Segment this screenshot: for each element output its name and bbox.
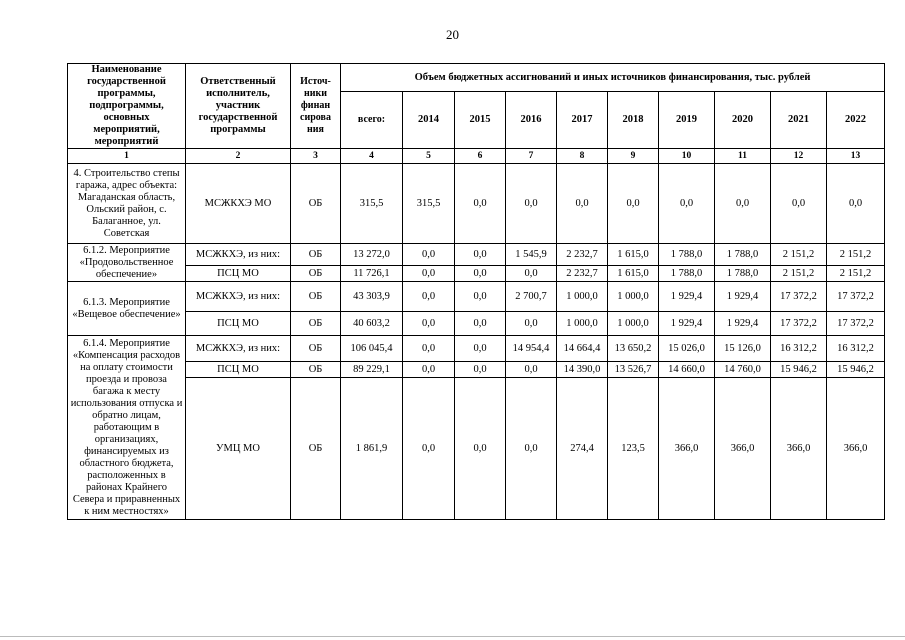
year-value-cell: 2 700,7 bbox=[506, 282, 557, 312]
year-value-cell: 0,0 bbox=[403, 282, 455, 312]
year-value-cell: 1 000,0 bbox=[557, 312, 608, 336]
measure-name: 6.1.3. Мероприятие «Вещевое обеспечение» bbox=[68, 282, 186, 336]
year-value-cell: 0,0 bbox=[455, 244, 506, 266]
header-year: 2014 bbox=[403, 92, 455, 149]
source-cell: ОБ bbox=[291, 362, 341, 378]
executor-cell: МСЖКХЭ, из них: bbox=[186, 336, 291, 362]
table-row bbox=[68, 282, 885, 312]
year-value-cell: 0,0 bbox=[455, 362, 506, 378]
year-value-cell: 1 000,0 bbox=[608, 312, 659, 336]
year-value-cell: 0,0 bbox=[455, 336, 506, 362]
column-number: 6 bbox=[455, 149, 506, 164]
year-value-cell: 14 954,4 bbox=[506, 336, 557, 362]
year-value-cell: 0,0 bbox=[659, 164, 715, 244]
header-year: 2022 bbox=[827, 92, 885, 149]
year-value-cell: 15 946,2 bbox=[771, 362, 827, 378]
table-row bbox=[68, 244, 885, 266]
column-number: 10 bbox=[659, 149, 715, 164]
year-value-cell: 274,4 bbox=[557, 378, 608, 520]
year-value-cell: 0,0 bbox=[557, 164, 608, 244]
year-value-cell: 0,0 bbox=[506, 362, 557, 378]
source-cell: ОБ bbox=[291, 266, 341, 282]
year-value-cell: 1 788,0 bbox=[715, 244, 771, 266]
total-value-cell: 43 303,9 bbox=[341, 282, 403, 312]
year-value-cell: 366,0 bbox=[659, 378, 715, 520]
year-value-cell: 0,0 bbox=[403, 336, 455, 362]
measure-name: 4. Строительство степы гаража, адрес объекта: Магаданская область, Ольский район, с. Балаганное, ул. Советская bbox=[68, 164, 186, 244]
total-value-cell: 11 726,1 bbox=[341, 266, 403, 282]
year-value-cell: 315,5 bbox=[403, 164, 455, 244]
column-number: 12 bbox=[771, 149, 827, 164]
source-cell: ОБ bbox=[291, 164, 341, 244]
year-value-cell: 1 788,0 bbox=[659, 266, 715, 282]
year-value-cell: 2 151,2 bbox=[771, 266, 827, 282]
year-value-cell: 1 929,4 bbox=[715, 282, 771, 312]
table-row bbox=[68, 378, 885, 520]
year-value-cell: 0,0 bbox=[403, 244, 455, 266]
executor-cell: УМЦ МО bbox=[186, 378, 291, 520]
executor-cell: ПСЦ МО bbox=[186, 312, 291, 336]
column-number: 4 bbox=[341, 149, 403, 164]
year-value-cell: 2 151,2 bbox=[827, 266, 885, 282]
year-value-cell: 1 788,0 bbox=[659, 244, 715, 266]
year-value-cell: 1 788,0 bbox=[715, 266, 771, 282]
year-value-cell: 13 650,2 bbox=[608, 336, 659, 362]
year-value-cell: 17 372,2 bbox=[771, 282, 827, 312]
year-value-cell: 0,0 bbox=[608, 164, 659, 244]
executor-cell: МСЖКХЭ, из них: bbox=[186, 244, 291, 266]
total-value-cell: 1 861,9 bbox=[341, 378, 403, 520]
year-value-cell: 1 545,9 bbox=[506, 244, 557, 266]
executor-cell: ПСЦ МО bbox=[186, 362, 291, 378]
header-volume: Объем бюджетных ассигнований и иных источников финансирования, тыс. рублей bbox=[341, 64, 885, 92]
column-number: 11 bbox=[715, 149, 771, 164]
year-value-cell: 2 232,7 bbox=[557, 244, 608, 266]
header-year: 2015 bbox=[455, 92, 506, 149]
column-number: 5 bbox=[403, 149, 455, 164]
column-number: 7 bbox=[506, 149, 557, 164]
header-name: Наименование государственной программы, подпрограммы, основных мероприятий, мероприятий bbox=[68, 64, 186, 149]
year-value-cell: 15 946,2 bbox=[827, 362, 885, 378]
year-value-cell: 1 000,0 bbox=[608, 282, 659, 312]
year-value-cell: 0,0 bbox=[403, 378, 455, 520]
year-value-cell: 0,0 bbox=[506, 164, 557, 244]
total-value-cell: 106 045,4 bbox=[341, 336, 403, 362]
table-row bbox=[68, 362, 885, 378]
year-value-cell: 17 372,2 bbox=[771, 312, 827, 336]
year-value-cell: 0,0 bbox=[506, 312, 557, 336]
year-value-cell: 15 026,0 bbox=[659, 336, 715, 362]
year-value-cell: 1 000,0 bbox=[557, 282, 608, 312]
total-value-cell: 40 603,2 bbox=[341, 312, 403, 336]
column-number: 9 bbox=[608, 149, 659, 164]
year-value-cell: 14 390,0 bbox=[557, 362, 608, 378]
table-row bbox=[68, 312, 885, 336]
executor-cell: МСЖКХЭ МО bbox=[186, 164, 291, 244]
year-value-cell: 16 312,2 bbox=[771, 336, 827, 362]
year-value-cell: 1 929,4 bbox=[659, 312, 715, 336]
header-source: Источ-ники финан сирова ния bbox=[291, 64, 341, 149]
financing-table bbox=[67, 63, 885, 520]
table-body bbox=[68, 164, 885, 520]
year-value-cell: 0,0 bbox=[455, 266, 506, 282]
year-value-cell: 1 929,4 bbox=[715, 312, 771, 336]
measure-name: 6.1.4. Мероприятие «Компенсация расходов на оплату стоимости проезда и провоза багажа к месту использования отпуска и обратно лицам, работающим в организациях, финансируемых из областного бюджета, расположенных в районах Крайнего Севера и приравненных к ним местностях» bbox=[68, 336, 186, 520]
column-number: 1 bbox=[68, 149, 186, 164]
table-row bbox=[68, 266, 885, 282]
year-value-cell: 15 126,0 bbox=[715, 336, 771, 362]
header-executor: Ответственный исполнитель, участник государственной программы bbox=[186, 64, 291, 149]
source-cell: ОБ bbox=[291, 336, 341, 362]
year-value-cell: 0,0 bbox=[403, 312, 455, 336]
source-cell: ОБ bbox=[291, 312, 341, 336]
year-value-cell: 366,0 bbox=[771, 378, 827, 520]
year-value-cell: 13 526,7 bbox=[608, 362, 659, 378]
year-value-cell: 2 232,7 bbox=[557, 266, 608, 282]
total-value-cell: 89 229,1 bbox=[341, 362, 403, 378]
year-value-cell: 14 660,0 bbox=[659, 362, 715, 378]
year-value-cell: 0,0 bbox=[506, 378, 557, 520]
year-value-cell: 0,0 bbox=[403, 266, 455, 282]
source-cell: ОБ bbox=[291, 244, 341, 266]
year-value-cell: 2 151,2 bbox=[771, 244, 827, 266]
year-value-cell: 0,0 bbox=[771, 164, 827, 244]
source-cell: ОБ bbox=[291, 282, 341, 312]
year-value-cell: 1 615,0 bbox=[608, 244, 659, 266]
year-value-cell: 16 312,2 bbox=[827, 336, 885, 362]
year-value-cell: 0,0 bbox=[715, 164, 771, 244]
table-row bbox=[68, 336, 885, 362]
executor-cell: ПСЦ МО bbox=[186, 266, 291, 282]
year-value-cell: 0,0 bbox=[455, 282, 506, 312]
column-number: 8 bbox=[557, 149, 608, 164]
year-value-cell: 366,0 bbox=[827, 378, 885, 520]
year-value-cell: 0,0 bbox=[455, 312, 506, 336]
table-row bbox=[68, 164, 885, 244]
year-value-cell: 1 615,0 bbox=[608, 266, 659, 282]
year-value-cell: 14 760,0 bbox=[715, 362, 771, 378]
column-number: 2 bbox=[186, 149, 291, 164]
year-value-cell: 0,0 bbox=[403, 362, 455, 378]
column-number: 13 bbox=[827, 149, 885, 164]
header-year: 2021 bbox=[771, 92, 827, 149]
header-year: 2019 bbox=[659, 92, 715, 149]
total-value-cell: 315,5 bbox=[341, 164, 403, 244]
measure-name: 6.1.2. Мероприятие «Продовольственное обеспечение» bbox=[68, 244, 186, 282]
year-value-cell: 1 929,4 bbox=[659, 282, 715, 312]
header-total: всего: bbox=[341, 92, 403, 149]
executor-cell: МСЖКХЭ, из них: bbox=[186, 282, 291, 312]
year-value-cell: 17 372,2 bbox=[827, 282, 885, 312]
year-value-cell: 0,0 bbox=[506, 266, 557, 282]
header-year: 2017 bbox=[557, 92, 608, 149]
total-value-cell: 13 272,0 bbox=[341, 244, 403, 266]
year-value-cell: 366,0 bbox=[715, 378, 771, 520]
year-value-cell: 0,0 bbox=[455, 378, 506, 520]
year-value-cell: 0,0 bbox=[827, 164, 885, 244]
year-value-cell: 17 372,2 bbox=[827, 312, 885, 336]
header-year: 2020 bbox=[715, 92, 771, 149]
year-value-cell: 0,0 bbox=[455, 164, 506, 244]
page-number: 20 bbox=[446, 27, 459, 42]
year-value-cell: 14 664,4 bbox=[557, 336, 608, 362]
page-edge-line bbox=[0, 636, 905, 637]
source-cell: ОБ bbox=[291, 378, 341, 520]
year-value-cell: 2 151,2 bbox=[827, 244, 885, 266]
year-value-cell: 123,5 bbox=[608, 378, 659, 520]
header-year: 2018 bbox=[608, 92, 659, 149]
column-number: 3 bbox=[291, 149, 341, 164]
header-year: 2016 bbox=[506, 92, 557, 149]
